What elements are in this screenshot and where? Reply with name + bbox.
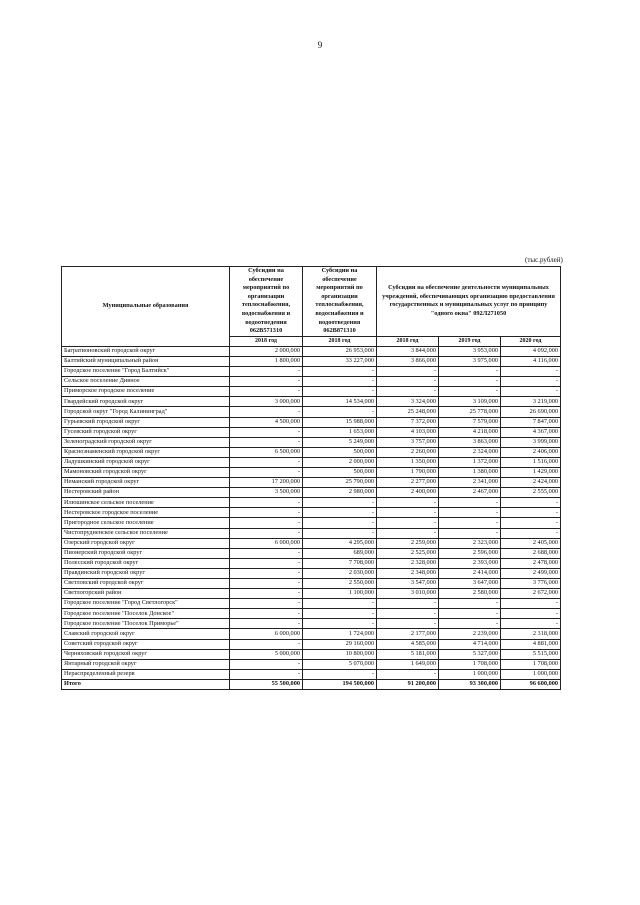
table-row xyxy=(62,377,561,387)
header-col-062B571310: Субсидии на обеспечение мероприятий по организации теплоснабжения, водоснабжения и водоотведения 062В571310 xyxy=(230,267,303,337)
value-cell: 1 708,000 xyxy=(501,659,561,669)
value-cell: 26 953,000 xyxy=(303,346,377,356)
value-cell: 5 181,000 xyxy=(377,649,439,659)
value-cell: - xyxy=(439,518,501,528)
total-row xyxy=(62,679,561,689)
table-row xyxy=(62,488,561,498)
value-cell: 1 708,000 xyxy=(439,659,501,669)
value-cell: - xyxy=(230,528,303,538)
value-cell: - xyxy=(230,669,303,679)
value-cell: 2 177,000 xyxy=(377,629,439,639)
table-row xyxy=(62,508,561,518)
value-cell: - xyxy=(303,508,377,518)
table-row xyxy=(62,397,561,407)
municipality-name: Зеленоградский городской округ xyxy=(62,437,230,447)
value-cell: 1 800,000 xyxy=(230,356,303,366)
value-cell: 4 295,000 xyxy=(303,538,377,548)
table-row xyxy=(62,407,561,417)
table-row xyxy=(62,619,561,629)
value-cell: - xyxy=(303,367,377,377)
table-row xyxy=(62,558,561,568)
value-cell: - xyxy=(377,619,439,629)
table-row xyxy=(62,427,561,437)
value-cell: 2 478,000 xyxy=(501,558,561,568)
value-cell: - xyxy=(230,548,303,558)
table-row xyxy=(62,609,561,619)
value-cell: - xyxy=(230,619,303,629)
value-cell: 1 380,000 xyxy=(439,467,501,477)
value-cell: - xyxy=(230,508,303,518)
year-header: 2020 год xyxy=(501,336,561,346)
table-row xyxy=(62,437,561,447)
value-cell: 1 653,000 xyxy=(303,427,377,437)
value-cell: - xyxy=(439,508,501,518)
municipality-name: Пригородное сельское поселение xyxy=(62,518,230,528)
value-cell: 1 000,000 xyxy=(439,669,501,679)
municipality-name: Гвардейский городской округ xyxy=(62,397,230,407)
value-cell: 2 405,000 xyxy=(501,538,561,548)
value-cell: 96 600,000 xyxy=(501,679,561,689)
value-cell: 25 248,000 xyxy=(377,407,439,417)
page-number: 9 xyxy=(317,40,323,50)
table-row xyxy=(62,417,561,427)
value-cell: 3 844,000 xyxy=(377,346,439,356)
value-cell: - xyxy=(377,528,439,538)
value-cell: - xyxy=(230,427,303,437)
value-cell: - xyxy=(303,619,377,629)
table-row xyxy=(62,498,561,508)
table-row xyxy=(62,589,561,599)
value-cell: 2 467,000 xyxy=(439,488,501,498)
value-cell: - xyxy=(501,518,561,528)
value-cell: - xyxy=(303,669,377,679)
value-cell: 55 500,000 xyxy=(230,679,303,689)
value-cell: 4 585,000 xyxy=(377,639,439,649)
value-cell: - xyxy=(303,407,377,417)
value-cell: 2 406,000 xyxy=(501,447,561,457)
value-cell: - xyxy=(230,568,303,578)
value-cell: 10 800,000 xyxy=(303,649,377,659)
table-row xyxy=(62,548,561,558)
table-row xyxy=(62,447,561,457)
units-label: (тыс.рублей) xyxy=(525,256,563,264)
table-row xyxy=(62,599,561,609)
value-cell: - xyxy=(303,609,377,619)
table-row xyxy=(62,659,561,669)
value-cell: - xyxy=(230,639,303,649)
value-cell: 500,000 xyxy=(303,467,377,477)
municipality-name: Балтийский муниципальный район xyxy=(62,356,230,366)
value-cell: 4 103,000 xyxy=(377,427,439,437)
value-cell: - xyxy=(230,407,303,417)
value-cell: - xyxy=(230,437,303,447)
value-cell: 2 318,000 xyxy=(501,629,561,639)
value-cell: 3 953,000 xyxy=(439,346,501,356)
value-cell: 194 500,000 xyxy=(303,679,377,689)
value-cell: 4 218,000 xyxy=(439,427,501,437)
municipality-name: Пионерский городской округ xyxy=(62,548,230,558)
municipality-name: Озерский городской округ xyxy=(62,538,230,548)
table-row xyxy=(62,639,561,649)
value-cell: 3 757,000 xyxy=(377,437,439,447)
value-cell: - xyxy=(377,669,439,679)
value-cell: - xyxy=(303,387,377,397)
value-cell: - xyxy=(303,599,377,609)
value-cell: 17 200,000 xyxy=(230,478,303,488)
value-cell: 1 100,000 xyxy=(303,589,377,599)
header-col-062B871310: Субсидии на обеспечение мероприятий по организации теплоснабжения, водоснабжения и водоотведения 062В871310 xyxy=(303,267,377,337)
value-cell: - xyxy=(230,589,303,599)
municipality-name: Полесский городской округ xyxy=(62,558,230,568)
value-cell: - xyxy=(377,508,439,518)
value-cell: 2 672,000 xyxy=(501,589,561,599)
value-cell: - xyxy=(439,367,501,377)
value-cell: 2 341,000 xyxy=(439,478,501,488)
table-row xyxy=(62,518,561,528)
value-cell: - xyxy=(230,467,303,477)
value-cell: 14 534,000 xyxy=(303,397,377,407)
table-row xyxy=(62,528,561,538)
municipality-name: Итого xyxy=(62,679,230,689)
value-cell: 2 393,000 xyxy=(439,558,501,568)
value-cell: 2 239,000 xyxy=(439,629,501,639)
value-cell: 2 324,000 xyxy=(439,447,501,457)
value-cell: 7 579,000 xyxy=(439,417,501,427)
value-cell: 2 980,000 xyxy=(303,488,377,498)
value-cell: 2 525,000 xyxy=(377,548,439,558)
municipality-name: Городское поселение "Поселок Донское" xyxy=(62,609,230,619)
value-cell: 1 372,000 xyxy=(439,457,501,467)
table-row xyxy=(62,538,561,548)
value-cell: 7 372,000 xyxy=(377,417,439,427)
value-cell: 4 500,000 xyxy=(230,417,303,427)
table-row xyxy=(62,568,561,578)
municipality-name: Светловский городской округ xyxy=(62,579,230,589)
table-row xyxy=(62,669,561,679)
value-cell: 3 109,000 xyxy=(439,397,501,407)
value-cell: 4 714,000 xyxy=(439,639,501,649)
value-cell: 2 580,000 xyxy=(439,589,501,599)
value-cell: - xyxy=(501,377,561,387)
value-cell: - xyxy=(303,498,377,508)
value-cell: - xyxy=(439,377,501,387)
value-cell: 2 328,000 xyxy=(377,558,439,568)
value-cell: - xyxy=(230,599,303,609)
value-cell: - xyxy=(501,528,561,538)
value-cell: - xyxy=(501,498,561,508)
value-cell: 2 555,000 xyxy=(501,488,561,498)
municipality-name: Городское поселение "Город Балтийск" xyxy=(62,367,230,377)
value-cell: 1 649,000 xyxy=(377,659,439,669)
value-cell: 7 847,000 xyxy=(501,417,561,427)
value-cell: - xyxy=(501,619,561,629)
value-cell: - xyxy=(377,387,439,397)
value-cell: 2 323,000 xyxy=(439,538,501,548)
value-cell: 91 200,000 xyxy=(377,679,439,689)
value-cell: - xyxy=(439,599,501,609)
municipality-name: Неманский городской округ xyxy=(62,478,230,488)
value-cell: 1 516,000 xyxy=(501,457,561,467)
municipality-name: Багратионовский городской округ xyxy=(62,346,230,356)
value-cell: 2 259,000 xyxy=(377,538,439,548)
table-row xyxy=(62,387,561,397)
municipality-name: Светлогорский район xyxy=(62,589,230,599)
municipality-name: Чистопрудненское сельское поселение xyxy=(62,528,230,538)
value-cell: 2 000,000 xyxy=(303,457,377,467)
municipality-name: Нестеровский район xyxy=(62,488,230,498)
value-cell: - xyxy=(501,367,561,377)
value-cell: 3 863,000 xyxy=(439,437,501,447)
value-cell: 4 116,000 xyxy=(501,356,561,366)
value-cell: 33 227,000 xyxy=(303,356,377,366)
municipality-name: Правдинский городской округ xyxy=(62,568,230,578)
value-cell: - xyxy=(377,599,439,609)
year-header: 2018 год xyxy=(230,336,303,346)
value-cell: 2 688,000 xyxy=(501,548,561,558)
value-cell: 5 249,000 xyxy=(303,437,377,447)
value-cell: 2 499,000 xyxy=(501,568,561,578)
value-cell: - xyxy=(230,518,303,528)
value-cell: 25 790,000 xyxy=(303,478,377,488)
value-cell: - xyxy=(501,609,561,619)
table-row xyxy=(62,356,561,366)
municipality-name: Славский городской округ xyxy=(62,629,230,639)
municipality-name: Сельское поселение Дивное xyxy=(62,377,230,387)
value-cell: - xyxy=(377,498,439,508)
municipality-name: Гурьевский городской округ xyxy=(62,417,230,427)
value-cell: - xyxy=(501,508,561,518)
value-cell: 26 690,000 xyxy=(501,407,561,417)
municipality-name: Советский городской округ xyxy=(62,639,230,649)
value-cell: 29 160,000 xyxy=(303,639,377,649)
municipality-name: Нестеровское городское поселение xyxy=(62,508,230,518)
table-body xyxy=(62,346,561,689)
table-row xyxy=(62,346,561,356)
value-cell: - xyxy=(377,609,439,619)
value-cell: 3 000,000 xyxy=(230,397,303,407)
value-cell: 3 999,000 xyxy=(501,437,561,447)
value-cell: 4 881,000 xyxy=(501,639,561,649)
table-row xyxy=(62,457,561,467)
value-cell: 1 790,000 xyxy=(377,467,439,477)
year-header: 2018 год xyxy=(377,336,439,346)
municipality-name: Черняховский городской округ xyxy=(62,649,230,659)
value-cell: 3 324,000 xyxy=(377,397,439,407)
value-cell: 5 070,000 xyxy=(303,659,377,669)
value-cell: 3 975,000 xyxy=(439,356,501,366)
table-row xyxy=(62,579,561,589)
value-cell: 3 219,000 xyxy=(501,397,561,407)
value-cell: 4 367,000 xyxy=(501,427,561,437)
value-cell: - xyxy=(439,609,501,619)
municipality-name: Мамоновский городской округ xyxy=(62,467,230,477)
value-cell: 93 300,000 xyxy=(439,679,501,689)
value-cell: 3 866,000 xyxy=(377,356,439,366)
value-cell: 2 277,000 xyxy=(377,478,439,488)
municipality-name: Янтарный городской округ xyxy=(62,659,230,669)
value-cell: 2 596,000 xyxy=(439,548,501,558)
value-cell: - xyxy=(230,579,303,589)
value-cell: - xyxy=(501,387,561,397)
value-cell: - xyxy=(501,599,561,609)
value-cell: 5 000,000 xyxy=(230,649,303,659)
value-cell: - xyxy=(230,609,303,619)
value-cell: 2 400,000 xyxy=(377,488,439,498)
table-row xyxy=(62,478,561,488)
value-cell: 5 515,000 xyxy=(501,649,561,659)
year-header: 2019 год xyxy=(439,336,501,346)
value-cell: - xyxy=(230,387,303,397)
value-cell: - xyxy=(230,367,303,377)
year-header: 2018 год xyxy=(303,336,377,346)
value-cell: - xyxy=(303,377,377,387)
municipality-name: Городской округ "Город Калининград" xyxy=(62,407,230,417)
value-cell: 1 000,000 xyxy=(501,669,561,679)
subsidies-table xyxy=(61,266,561,690)
value-cell: - xyxy=(377,367,439,377)
value-cell: - xyxy=(439,619,501,629)
value-cell: 3 010,000 xyxy=(377,589,439,599)
value-cell: 5 327,000 xyxy=(439,649,501,659)
value-cell: 1 350,000 xyxy=(377,457,439,467)
value-cell: 2 030,000 xyxy=(303,568,377,578)
value-cell: - xyxy=(230,558,303,568)
value-cell: 4 092,000 xyxy=(501,346,561,356)
value-cell: 6 000,000 xyxy=(230,538,303,548)
value-cell: 689,000 xyxy=(303,548,377,558)
value-cell: 15 988,000 xyxy=(303,417,377,427)
municipality-name: Городское поселение "Поселок Приморье" xyxy=(62,619,230,629)
value-cell: 2 000,000 xyxy=(230,346,303,356)
value-cell: - xyxy=(439,498,501,508)
value-cell: 3 500,000 xyxy=(230,488,303,498)
value-cell: - xyxy=(303,528,377,538)
value-cell: 2 550,000 xyxy=(303,579,377,589)
value-cell: 2 424,000 xyxy=(501,478,561,488)
value-cell: 6 000,000 xyxy=(230,629,303,639)
value-cell: 3 776,000 xyxy=(501,579,561,589)
value-cell: 1 429,000 xyxy=(501,467,561,477)
value-cell: - xyxy=(377,377,439,387)
municipality-name: Гусевский городской округ xyxy=(62,427,230,437)
value-cell: - xyxy=(439,528,501,538)
value-cell: 2 348,000 xyxy=(377,568,439,578)
header-municipality: Муниципальные образования xyxy=(62,267,230,347)
value-cell: 3 547,000 xyxy=(377,579,439,589)
table-row xyxy=(62,367,561,377)
value-cell: 500,000 xyxy=(303,447,377,457)
value-cell: - xyxy=(230,659,303,669)
header-col-092L271050: Субсидии на обеспечение деятельности муниципальных учреждений, обеспечивающих организацию предоставления государственных и муниципальных услуг по принципу "одного окна" 092Л271050 xyxy=(377,267,561,337)
municipality-name: Городское поселение "Город Светлогорск" xyxy=(62,599,230,609)
value-cell: - xyxy=(230,377,303,387)
value-cell: 1 724,000 xyxy=(303,629,377,639)
municipality-name: Приморское городское поселение xyxy=(62,387,230,397)
value-cell: 2 414,000 xyxy=(439,568,501,578)
municipality-name: Илюшинское сельское поселение xyxy=(62,498,230,508)
value-cell: 25 778,000 xyxy=(439,407,501,417)
table-row xyxy=(62,629,561,639)
value-cell: - xyxy=(230,457,303,467)
value-cell: - xyxy=(230,498,303,508)
value-cell: - xyxy=(377,518,439,528)
value-cell: - xyxy=(439,387,501,397)
value-cell: 6 500,000 xyxy=(230,447,303,457)
value-cell: 2 260,000 xyxy=(377,447,439,457)
municipality-name: Нераспределенный резерв xyxy=(62,669,230,679)
value-cell: 7 708,000 xyxy=(303,558,377,568)
table-row xyxy=(62,467,561,477)
municipality-name: Ладушкинский городской округ xyxy=(62,457,230,467)
value-cell: 3 647,000 xyxy=(439,579,501,589)
value-cell: - xyxy=(303,518,377,528)
table-row xyxy=(62,649,561,659)
municipality-name: Краснознаменский городской округ xyxy=(62,447,230,457)
